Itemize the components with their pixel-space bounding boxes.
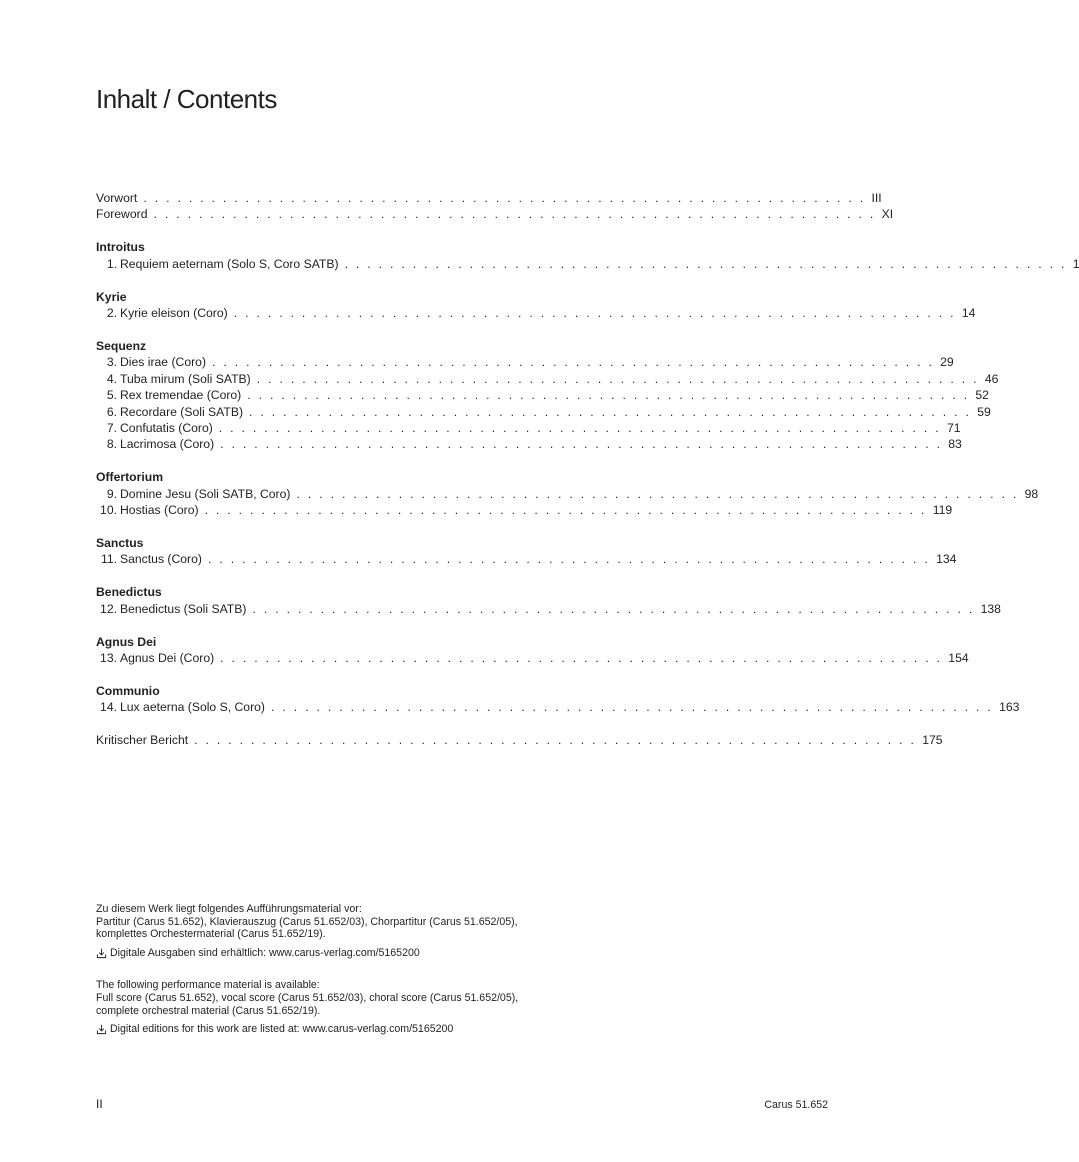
notes-de-line: komplettes Orchestermaterial (Carus 51.652/19). bbox=[96, 928, 326, 941]
notes-en-line: complete orchestral material (Carus 51.652/19). bbox=[96, 1004, 321, 1017]
toc-leader-dots: . . . . . . . . . . . . . . . . . . . . . . . . . . . . . . . . . . . . . . . . . . . . . . . . . . . . . . . . . . . . . . . . bbox=[220, 651, 943, 666]
toc-leader-dots: . . . . . . . . . . . . . . . . . . . . . . . . . . . . . . . . . . . . . . . . . . . . . . . . . . . . . . . . . . . . . . . . bbox=[218, 420, 941, 435]
toc-entry bbox=[96, 354, 954, 370]
toc-entry bbox=[96, 206, 894, 222]
toc-entry-page: 83 bbox=[948, 437, 962, 452]
toc-entry-page: 52 bbox=[975, 388, 989, 403]
toc-leader-dots: . . . . . . . . . . . . . . . . . . . . . . . . . . . . . . . . . . . . . . . . . . . . . . . . . . . . . . . . . . . . . . . . bbox=[249, 404, 972, 419]
toc-entry bbox=[96, 502, 953, 518]
toc-entry bbox=[96, 436, 962, 452]
toc-entry-page: 119 bbox=[932, 503, 953, 518]
toc-entry-title: Hostias (Coro) bbox=[120, 503, 199, 518]
toc-leader-dots: . . . . . . . . . . . . . . . . . . . . . . . . . . . . . . . . . . . . . . . . . . . . . . . . . . . . . . . . . . . . . . . . bbox=[233, 306, 956, 321]
toc-leader-dots: . . . . . . . . . . . . . . . . . . . . . . . . . . . . . . . . . . . . . . . . . . . . . . . . . . . . . . . . . . . . . . . . bbox=[256, 371, 979, 386]
toc-entry-page: 59 bbox=[977, 404, 991, 419]
toc-leader-dots: . . . . . . . . . . . . . . . . . . . . . . . . . . . . . . . . . . . . . . . . . . . . . . . . . . . . . . . . . . . . . . . . bbox=[220, 437, 943, 452]
toc-entry-number: 12. bbox=[100, 601, 117, 616]
toc-entry-label bbox=[96, 206, 147, 222]
toc-entry bbox=[96, 305, 976, 321]
toc-entry-number: 6. bbox=[106, 404, 117, 419]
page-number: II bbox=[96, 1097, 103, 1111]
toc-entry-label bbox=[96, 551, 202, 567]
page-title: Inhalt / Contents bbox=[96, 84, 277, 114]
toc-section-heading: Sequenz bbox=[96, 338, 147, 353]
toc-entry-number: 11. bbox=[100, 552, 117, 567]
toc-entry-number: 4. bbox=[106, 371, 117, 386]
toc-entry-title: Lux aeterna (Solo S, Coro) bbox=[120, 700, 265, 715]
toc-entry-number: 10. bbox=[100, 503, 117, 518]
toc-entry bbox=[96, 699, 1020, 715]
toc-entry-label bbox=[96, 371, 251, 387]
toc-section-heading: Introitus bbox=[96, 240, 145, 255]
toc-entry-title: Benedictus (Soli SATB) bbox=[120, 601, 247, 616]
performance-material-notes bbox=[96, 903, 616, 1036]
toc-leader-dots: . . . . . . . . . . . . . . . . . . . . . . . . . . . . . . . . . . . . . . . . . . . . . . . . . . . . . . . . . . . . . . . . bbox=[204, 503, 927, 518]
toc-leader-dots: . . . . . . . . . . . . . . . . . . . . . . . . . . . . . . . . . . . . . . . . . . . . . . . . . . . . . . . . . . . . . . . . bbox=[212, 355, 935, 370]
toc-entry-title: Confutatis (Coro) bbox=[120, 420, 213, 435]
toc-leader-dots: . . . . . . . . . . . . . . . . . . . . . . . . . . . . . . . . . . . . . . . . . . . . . . . . . . . . . . . . . . . . . . . . bbox=[207, 552, 931, 567]
toc-entry-title: Requiem aeternam (Solo S, Coro SATB) bbox=[120, 256, 339, 271]
toc-entry-page: 14 bbox=[961, 306, 976, 321]
notes-de-line: Zu diesem Werk liegt folgendes Aufführungsmaterial vor: bbox=[96, 903, 362, 915]
toc-entry bbox=[96, 387, 989, 403]
toc-entry bbox=[96, 486, 1039, 502]
toc-entry-title: Domine Jesu (Soli SATB, Coro) bbox=[120, 486, 291, 501]
toc-entry bbox=[96, 732, 943, 748]
toc-entry-label bbox=[96, 601, 246, 617]
toc-entry-label bbox=[96, 256, 339, 272]
toc-entry-label bbox=[96, 190, 137, 206]
toc-entry-title: Agnus Dei (Coro) bbox=[120, 651, 215, 666]
toc-entry-label bbox=[96, 502, 199, 518]
toc-entry-page: III bbox=[871, 191, 882, 205]
toc-leader-dots: . . . . . . . . . . . . . . . . . . . . . . . . . . . . . . . . . . . . . . . . . . . . . . . . . . . . . . . . . . . . . . . . bbox=[247, 388, 970, 403]
toc-section-heading: Sanctus bbox=[96, 536, 144, 550]
download-icon bbox=[96, 1024, 107, 1035]
toc-leader-dots: . . . . . . . . . . . . . . . . . . . . . . . . . . . . . . . . . . . . . . . . . . . . . . . . . . . . . . . . . . . . . . . . bbox=[296, 486, 1019, 501]
toc-entry-number: 9. bbox=[106, 486, 117, 501]
toc-entry-number: 1. bbox=[106, 256, 117, 271]
download-icon bbox=[96, 948, 107, 959]
toc-section-heading: Agnus Dei bbox=[96, 634, 157, 649]
toc-section-heading: Kyrie bbox=[96, 289, 127, 304]
toc-entry-page: 134 bbox=[936, 552, 957, 567]
toc-entry-page: 71 bbox=[946, 420, 961, 435]
digital-editions-en-text: Digital editions for this work are listed at: www.carus-verlag.com/5165200 bbox=[110, 1023, 454, 1036]
digital-editions-en[interactable] bbox=[96, 1023, 616, 1036]
toc-entry bbox=[96, 420, 961, 436]
toc-section-heading: Communio bbox=[96, 683, 160, 698]
toc-entry-title: Kritischer Bericht bbox=[96, 733, 189, 748]
toc-entry bbox=[96, 551, 957, 567]
toc-section-heading: Benedictus bbox=[96, 585, 162, 600]
toc-entry-page: XI bbox=[881, 207, 894, 222]
toc-entry-label bbox=[96, 486, 290, 502]
toc-entry-label bbox=[96, 436, 214, 452]
toc-entry-page: 46 bbox=[984, 371, 999, 386]
toc-entry-number: 14. bbox=[100, 700, 117, 715]
toc-entry bbox=[96, 371, 999, 387]
toc-leader-dots: . . . . . . . . . . . . . . . . . . . . . . . . . . . . . . . . . . . . . . . . . . . . . . . . . . . . . . . . . . . . . . . . bbox=[252, 601, 975, 616]
toc-entry-label bbox=[96, 732, 188, 748]
toc-entry-title: Sanctus (Coro) bbox=[120, 552, 202, 567]
toc-entry-number: 8. bbox=[106, 437, 117, 452]
toc-leader-dots: . . . . . . . . . . . . . . . . . . . . . . . . . . . . . . . . . . . . . . . . . . . . . . . . . . . . . . . . . . . . . . . . bbox=[344, 256, 1067, 271]
toc-entry-number: 5. bbox=[106, 388, 117, 403]
notes-english bbox=[96, 979, 616, 1035]
toc-entry bbox=[96, 404, 991, 420]
catalog-number: Carus 51.652 bbox=[764, 1099, 828, 1111]
table-of-contents bbox=[96, 190, 1079, 749]
toc-entry-number: 7. bbox=[106, 420, 117, 435]
toc-entry-label bbox=[96, 650, 214, 666]
toc-entry-label bbox=[96, 305, 228, 321]
toc-spacer bbox=[96, 716, 450, 733]
toc-entry-title: Tuba mirum (Soli SATB) bbox=[120, 371, 251, 386]
notes-german bbox=[96, 903, 616, 959]
toc-entry-title: Recordare (Soli SATB) bbox=[120, 404, 244, 419]
toc-entry-page: 175 bbox=[922, 733, 943, 748]
toc-entry-title: Foreword bbox=[96, 207, 148, 222]
toc-entry-number: 2. bbox=[106, 306, 117, 321]
toc-entry-label bbox=[96, 699, 265, 715]
toc-entry-title: Kyrie eleison (Coro) bbox=[120, 306, 228, 321]
toc-entry-title: Lacrimosa (Coro) bbox=[120, 437, 215, 452]
toc-entry-page: 163 bbox=[999, 700, 1020, 715]
digital-editions-de[interactable] bbox=[96, 947, 616, 960]
notes-en-line: Full score (Carus 51.652), vocal score (Carus 51.652/03), choral score (Carus 51.652/05), bbox=[96, 991, 519, 1004]
toc-entry bbox=[96, 190, 882, 206]
notes-de-line: Partitur (Carus 51.652), Klavierauszug (Carus 51.652/03), Chorpartitur (Carus 51.652/05), bbox=[96, 915, 518, 928]
toc-entry-number: 3. bbox=[106, 355, 117, 370]
toc-entry-title: Rex tremendae (Coro) bbox=[120, 388, 242, 403]
toc-entry-label bbox=[96, 354, 206, 370]
toc-entry-page: 154 bbox=[948, 651, 969, 666]
toc-entry-label bbox=[96, 387, 241, 403]
toc-entry-label bbox=[96, 404, 243, 420]
toc-entry-page: 29 bbox=[940, 355, 954, 370]
digital-editions-de-text: Digitale Ausgaben sind erhältlich: www.carus-verlag.com/5165200 bbox=[110, 946, 420, 959]
toc-section-heading: Offertorium bbox=[96, 470, 164, 485]
notes-en-line: The following performance material is available: bbox=[96, 979, 320, 992]
toc-leader-dots: . . . . . . . . . . . . . . . . . . . . . . . . . . . . . . . . . . . . . . . . . . . . . . . . . . . . . . . . . . . . . . . . bbox=[143, 191, 866, 205]
toc-entry-title: Vorwort bbox=[96, 191, 138, 205]
toc-entry-label bbox=[96, 420, 213, 436]
toc-entry-number: 13. bbox=[100, 651, 117, 666]
toc-entry-title: Dies irae (Coro) bbox=[120, 355, 207, 370]
toc-entry-page: 1 bbox=[1072, 256, 1079, 271]
toc-leader-dots: . . . . . . . . . . . . . . . . . . . . . . . . . . . . . . . . . . . . . . . . . . . . . . . . . . . . . . . . . . . . . . . . bbox=[270, 700, 994, 715]
toc-entry bbox=[96, 650, 969, 666]
toc-entry-page: 98 bbox=[1024, 486, 1039, 501]
toc-leader-dots: . . . . . . . . . . . . . . . . . . . . . . . . . . . . . . . . . . . . . . . . . . . . . . . . . . . . . . . . . . . . . . . . bbox=[153, 207, 876, 222]
toc-entry bbox=[96, 256, 1079, 272]
toc-leader-dots: . . . . . . . . . . . . . . . . . . . . . . . . . . . . . . . . . . . . . . . . . . . . . . . . . . . . . . . . . . . . . . . . bbox=[194, 733, 917, 748]
toc-entry bbox=[96, 601, 1001, 617]
toc-entry-page: 138 bbox=[980, 601, 1001, 616]
